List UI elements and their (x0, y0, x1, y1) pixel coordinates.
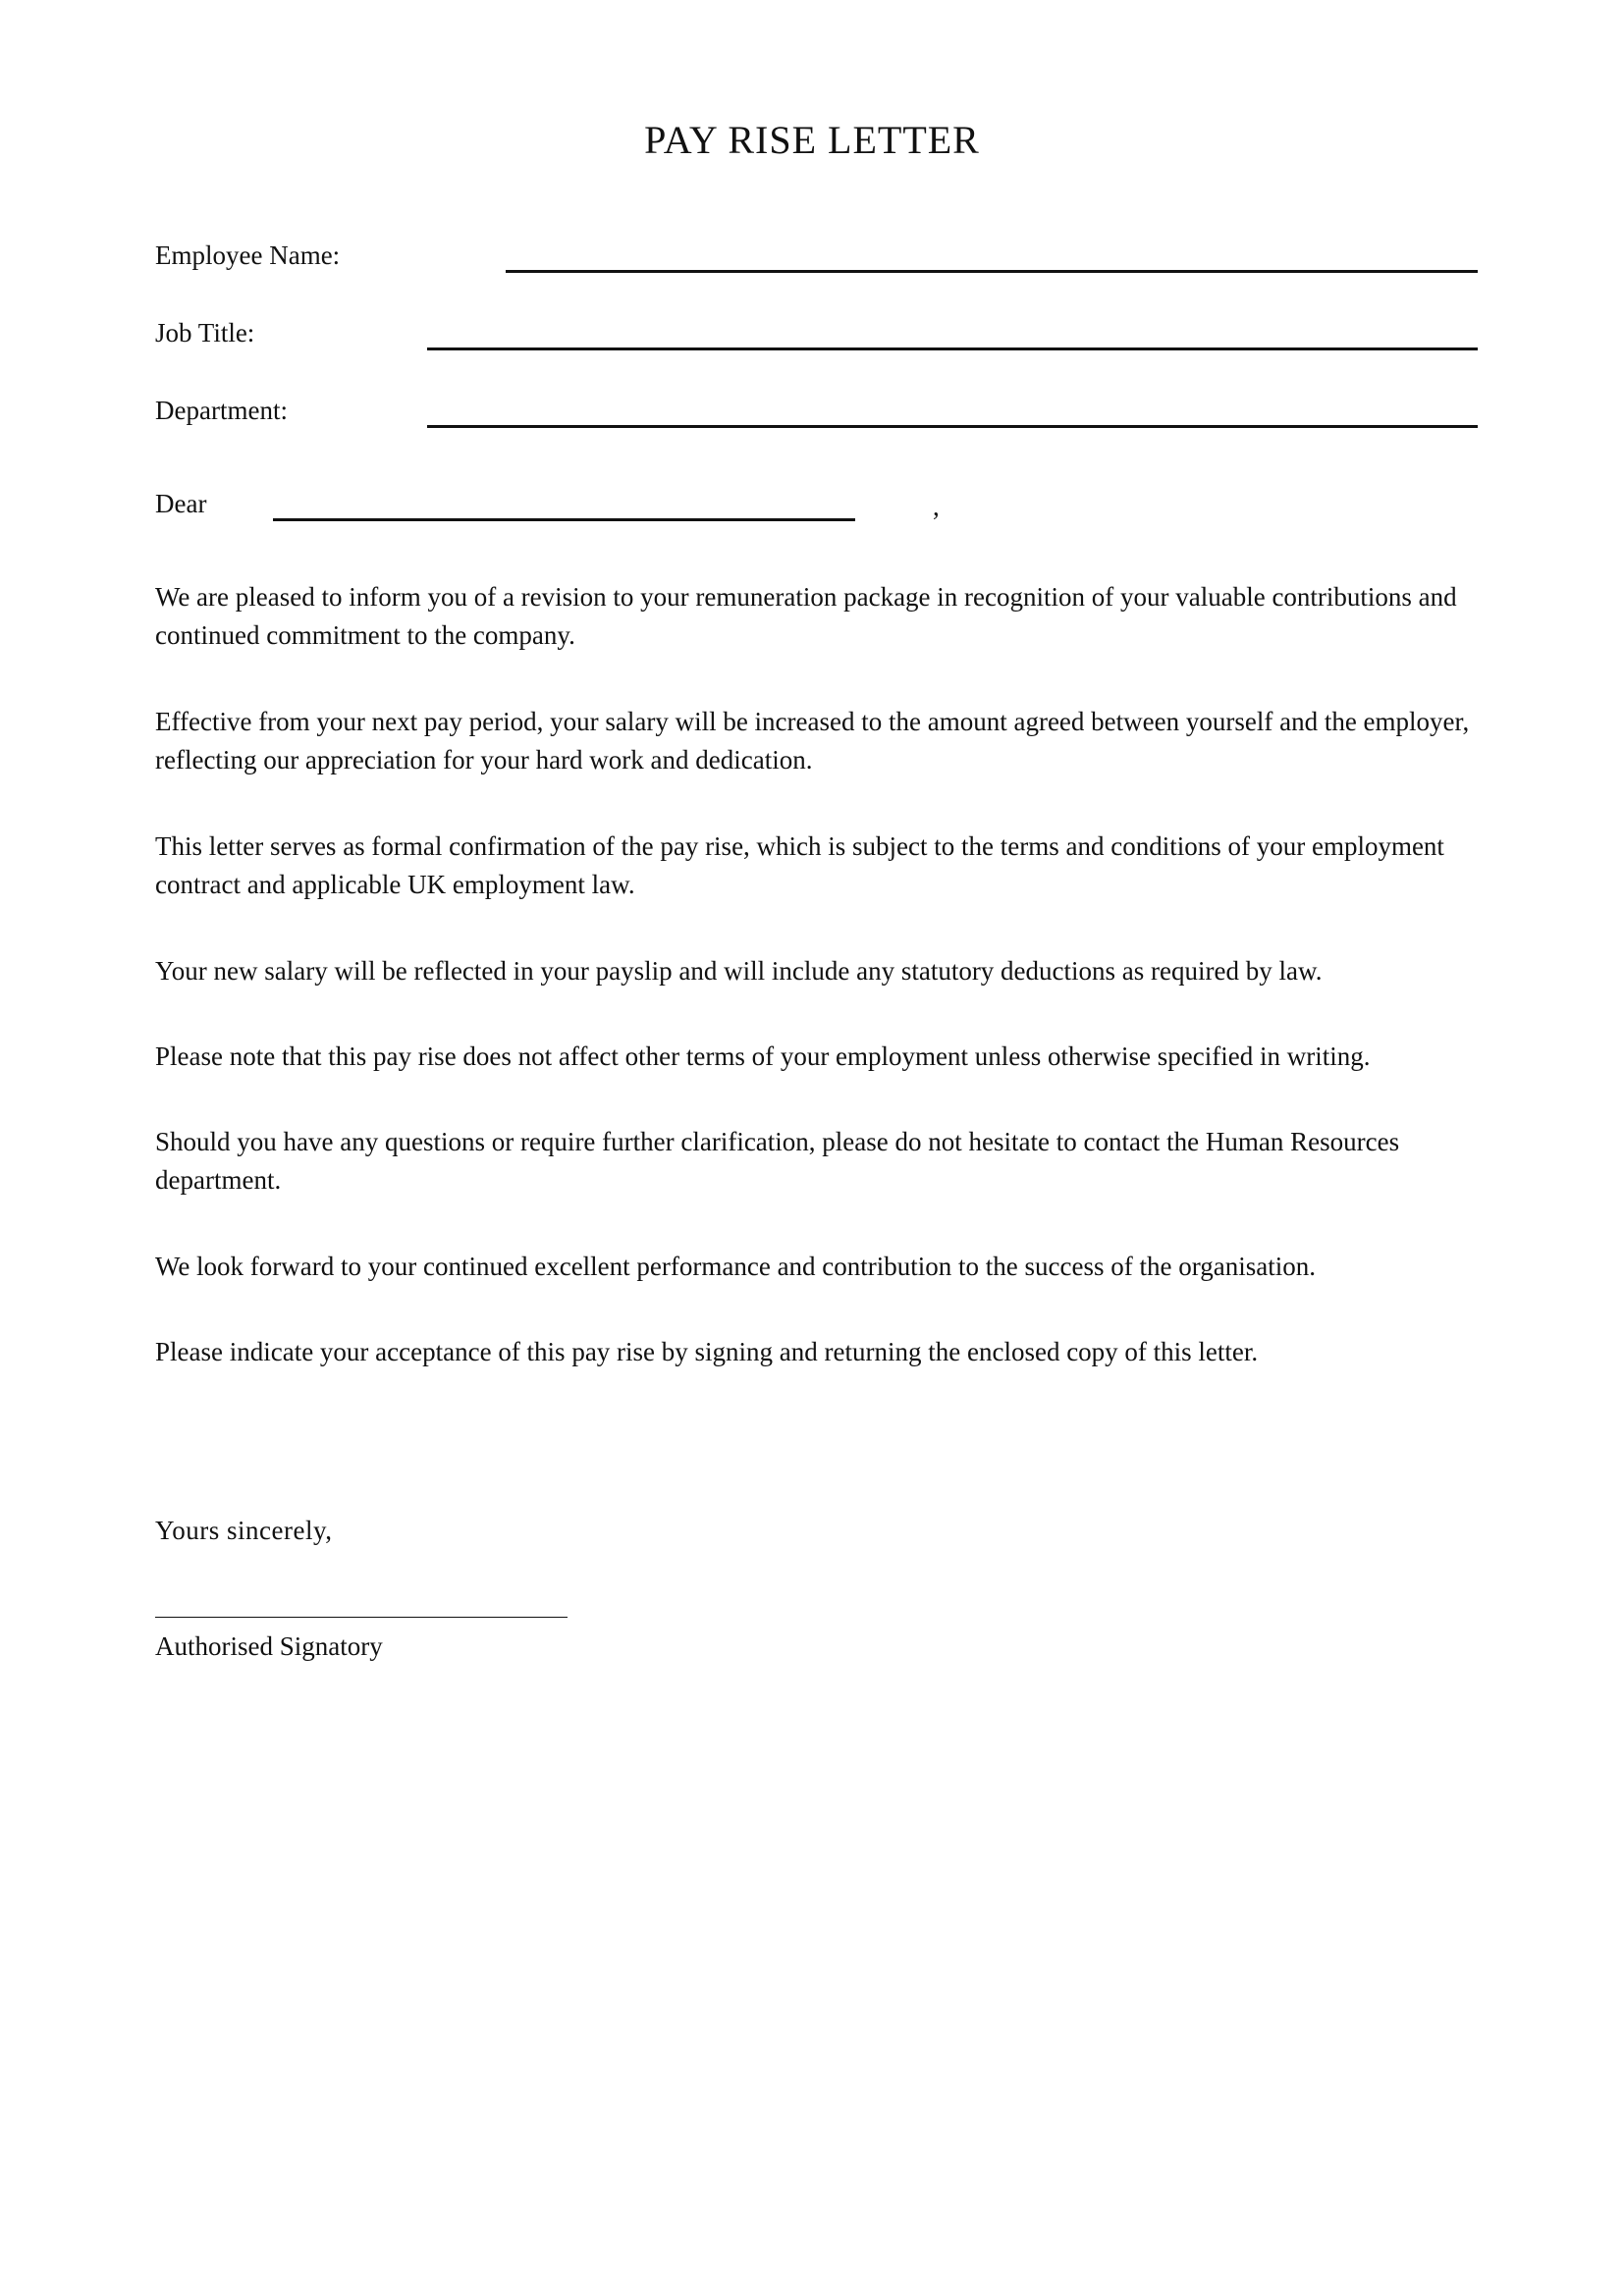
signature-line[interactable] (155, 1617, 568, 1618)
signatory-label: Authorised Signatory (155, 1631, 383, 1661)
employee-name-field[interactable] (506, 270, 1478, 273)
paragraph-8: Please indicate your acceptance of this pay rise by signing and returning the enclosed copy of this letter. (155, 1337, 1259, 1366)
recipient-name-field[interactable] (273, 518, 855, 521)
paragraph-6: Should you have any questions or require further clarification, please do not hesitate to contact the Human Resources department. (155, 1127, 1400, 1195)
paragraph-2: Effective from your next pay period, your salary will be increased to the amount agreed between yourself and the employer, reflecting our appreciation for your hard work and dedication. (155, 707, 1470, 774)
department-label: Department: (155, 396, 288, 425)
salutation-label: Dear (155, 489, 207, 518)
department-field[interactable] (427, 425, 1478, 428)
document-title: PAY RISE LETTER (644, 118, 980, 162)
salutation-comma: , (933, 492, 940, 521)
job-title-field[interactable] (427, 347, 1478, 350)
employee-name-label: Employee Name: (155, 240, 341, 270)
paragraph-5: Please note that this pay rise does not affect other terms of your employment unless otherwise specified in writing. (155, 1041, 1371, 1071)
paragraph-7: We look forward to your continued excellent performance and contribution to the success of the organisation. (155, 1252, 1316, 1281)
paragraph-3: This letter serves as formal confirmation of the pay rise, which is subject to the terms and conditions of your employment contract and applicable UK employment law. (155, 831, 1444, 899)
job-title-label: Job Title: (155, 318, 255, 347)
paragraph-4: Your new salary will be reflected in your payslip and will include any statutory deductions as required by law. (155, 956, 1323, 986)
paragraph-1: We are pleased to inform you of a revision to your remuneration package in recognition of your valuable contributions and continued commitment to the company. (155, 582, 1457, 650)
closing-text: Yours sincerely, (155, 1516, 333, 1545)
